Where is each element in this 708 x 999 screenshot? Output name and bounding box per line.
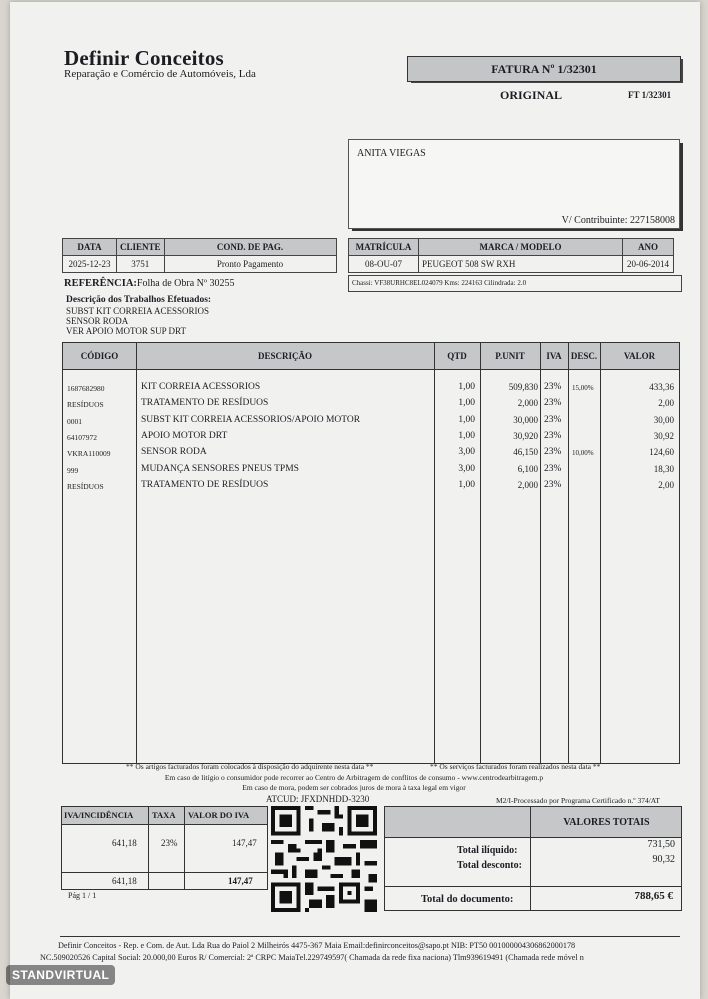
item-qtd: 1,00 [458, 382, 475, 392]
item-unit: 2,000 [517, 480, 538, 490]
total-documento-label: Total do documento: [421, 894, 514, 905]
item-value: 2,00 [658, 398, 674, 408]
note-mora: Em caso de mora, podem ser cobrados juros de mora à taxa legal em vigor [242, 783, 466, 792]
col-header-descricao: DESCRIÇÃO [257, 351, 312, 361]
vat-summary [61, 806, 268, 890]
item-qtd: 1,00 [458, 431, 475, 441]
client-box [348, 139, 680, 229]
vat-total-incidence: 641,18 [112, 876, 137, 886]
item-iva: 23% [544, 382, 562, 392]
footer-line-2: NC.509020526 Capital Social: 20.000,00 Euros R/ Comercial: 2ª CRPC MaiaTel.229749597( Chamada da rede fixa naciona) Tlm939619491 (Chamada rede móvel n [40, 953, 584, 962]
item-unit: 46,150 [513, 447, 538, 457]
vat-label-valor: VALOR DO IVA [188, 810, 250, 820]
item-unit: 2,000 [517, 398, 538, 408]
header-label-cond: COND. DE PAG. [164, 239, 336, 256]
item-qtd: 1,00 [458, 480, 475, 490]
header-label-matricula: MATRÍCULA [349, 239, 419, 256]
note-goods: ** Os artigos facturados foram colocados à disposição do adquirente nesta data ** [126, 762, 374, 771]
item-iva: 23% [544, 398, 562, 408]
items-table [62, 342, 680, 764]
reference-label: REFERÊNCIA: [64, 278, 137, 289]
item-value: 30,92 [653, 431, 674, 441]
item-desc: TRATAMENTO DE RESÍDUOS [141, 398, 269, 408]
atcud-code: ATCUD: JFXDNHDD-3230 [266, 794, 370, 804]
company-name: Definir Conceitos [64, 46, 224, 70]
note-litigio: Em caso de litígio o consumidor pode recorrer ao Centro de Arbitragem de conflitos de consumo - www.centrodearbitragem.p [164, 773, 544, 782]
header-value-marca: PEUGEOT 508 SW RXH [419, 256, 623, 273]
table-row [63, 445, 679, 461]
company-subtitle: Reparação e Comércio de Automóveis, Lda [64, 68, 256, 80]
col-header-codigo: CÓDIGO [80, 351, 119, 361]
col-header-desc: DESC. [570, 351, 598, 361]
vat-divider [184, 807, 185, 889]
item-value: 30,00 [653, 415, 674, 425]
table-row [63, 413, 679, 429]
item-desc: TRATAMENTO DE RESÍDUOS [141, 480, 269, 490]
total-desconto-label: Total desconto: [457, 860, 522, 871]
item-iva: 23% [544, 480, 562, 490]
header-value-data: 2025-12-23 [63, 256, 117, 273]
item-unit: 509,830 [508, 382, 538, 392]
items-header [63, 343, 679, 370]
item-iva: 23% [544, 464, 562, 474]
table-row [63, 429, 679, 445]
item-code: 999 [67, 466, 79, 475]
item-iva: 23% [544, 415, 562, 425]
invoice-title: FATURA Nº 1/32301 [407, 56, 681, 82]
item-qtd: 3,00 [458, 464, 475, 474]
item-code: 1687682980 [67, 384, 105, 393]
item-qtd: 1,00 [458, 398, 475, 408]
works-lines [66, 306, 209, 337]
header-value-cliente: 3751 [117, 256, 165, 273]
vat-divider [148, 807, 149, 889]
item-iva: 23% [544, 447, 562, 457]
item-qtd: 1,00 [458, 415, 475, 425]
item-unit: 6,100 [517, 464, 538, 474]
vat-total-value: 147,47 [228, 876, 253, 886]
totals-header: VALORES TOTAIS [530, 807, 682, 837]
item-unit: 30,000 [513, 415, 538, 425]
item-value: 2,00 [658, 480, 674, 490]
total-liquido-value: 731,50 [647, 839, 675, 850]
vat-label-incidencia: IVA/INCIDÊNCIA [64, 810, 134, 820]
item-iva: 23% [544, 431, 562, 441]
note-services: ** Os serviços facturados foram realizados nesta data ** [430, 762, 601, 771]
table-row [63, 396, 679, 412]
vat-label-taxa: TAXA [152, 810, 176, 820]
header-label-marca: MARCA / MODELO [419, 239, 623, 256]
item-desc: APOIO MOTOR DRT [141, 431, 228, 441]
footer-divider [60, 936, 680, 937]
header-right-table [348, 238, 674, 273]
item-code: VKRA110009 [67, 449, 111, 458]
totals-header-bg [385, 807, 681, 838]
client-contribuinte: V/ Contribuinte: 227158008 [561, 215, 675, 226]
total-liquido-label: Total ilíquido: [457, 845, 518, 856]
header-left-table [62, 238, 337, 273]
item-desc: KIT CORREIA ACESSORIOS [141, 382, 261, 392]
works-line: SENSOR RODA [66, 316, 129, 327]
item-discount: 15,00% [572, 384, 594, 392]
item-discount: 10,00% [572, 449, 594, 457]
invoice-ref: FT 1/32301 [628, 90, 672, 100]
header-value-matricula: 08-OU-07 [349, 256, 419, 273]
item-value: 124,60 [649, 447, 674, 457]
item-code: RESÍDUOS [67, 482, 104, 491]
item-desc: SENSOR RODA [141, 447, 207, 457]
table-row [63, 380, 679, 396]
header-value-cond: Pronto Pagamento [164, 256, 336, 273]
col-header-punit: P.UNIT [495, 351, 525, 361]
header-label-ano: ANO [623, 239, 674, 256]
col-header-iva: IVA [546, 351, 562, 361]
table-row [63, 462, 679, 478]
chassis-info: Chassi: VF38URHC8EL024079 Kms: 224163 Cilindrada: 2.0 [348, 275, 682, 292]
header-label-data: DATA [63, 239, 117, 256]
qr-code [271, 806, 377, 912]
item-desc: MUDANÇA SENSORES PNEUS TPMS [141, 464, 299, 474]
works-title: Descrição dos Trabalhos Efetuados: [66, 295, 212, 305]
reference-value: Folha de Obra Nº 30255 [136, 278, 235, 289]
works-line: VER APOIO MOTOR SUP DRT [66, 326, 186, 337]
header-value-ano: 20-06-2014 [623, 256, 674, 273]
footer-line-1: Definir Conceitos - Rep. e Com. de Aut. Lda Rua do Paiol 2 Milheirós 4475-367 Maia Email:definirconceitos@sapo.pt NIB: PT50 0010000043068620001​78 [58, 941, 576, 950]
invoice-copy-label: ORIGINAL [500, 88, 563, 102]
col-header-valor: VALOR [623, 351, 656, 361]
table-row [63, 478, 679, 494]
item-unit: 30,920 [513, 431, 538, 441]
client-name: ANITA VIEGAS [357, 148, 426, 159]
item-code: 0001 [67, 417, 82, 426]
item-value: 18,30 [653, 464, 674, 474]
col-header-qtd: QTD [447, 351, 467, 361]
watermark-logo: STANDVIRTUAL [6, 965, 115, 985]
item-value: 433,36 [649, 382, 674, 392]
works-line: SUBST KIT CORREIA ACESSORIOS [66, 306, 209, 316]
reference [64, 278, 234, 289]
vat-incidence: 641,18 [112, 838, 137, 848]
item-code: 64107972 [67, 433, 97, 442]
vat-divider [62, 872, 267, 873]
page-number: Pág 1 / 1 [68, 891, 97, 900]
item-qtd: 3,00 [458, 447, 475, 457]
totals-box [384, 806, 682, 911]
total-documento-value: 788,65 € [634, 890, 673, 902]
total-desconto-value: 90,32 [652, 854, 675, 865]
totals-divider [385, 886, 681, 887]
processado-note: M2/I-Processado por Programa Certificado n.º 374/AT [496, 796, 660, 805]
item-desc: SUBST KIT CORREIA ACESSORIOS/APOIO MOTOR [141, 415, 361, 425]
vat-rate: 23% [161, 838, 178, 848]
totals-divider [530, 837, 531, 910]
item-code: RESÍDUOS [67, 400, 104, 409]
header-label-cliente: CLIENTE [117, 239, 165, 256]
vat-value: 147,47 [232, 838, 257, 848]
